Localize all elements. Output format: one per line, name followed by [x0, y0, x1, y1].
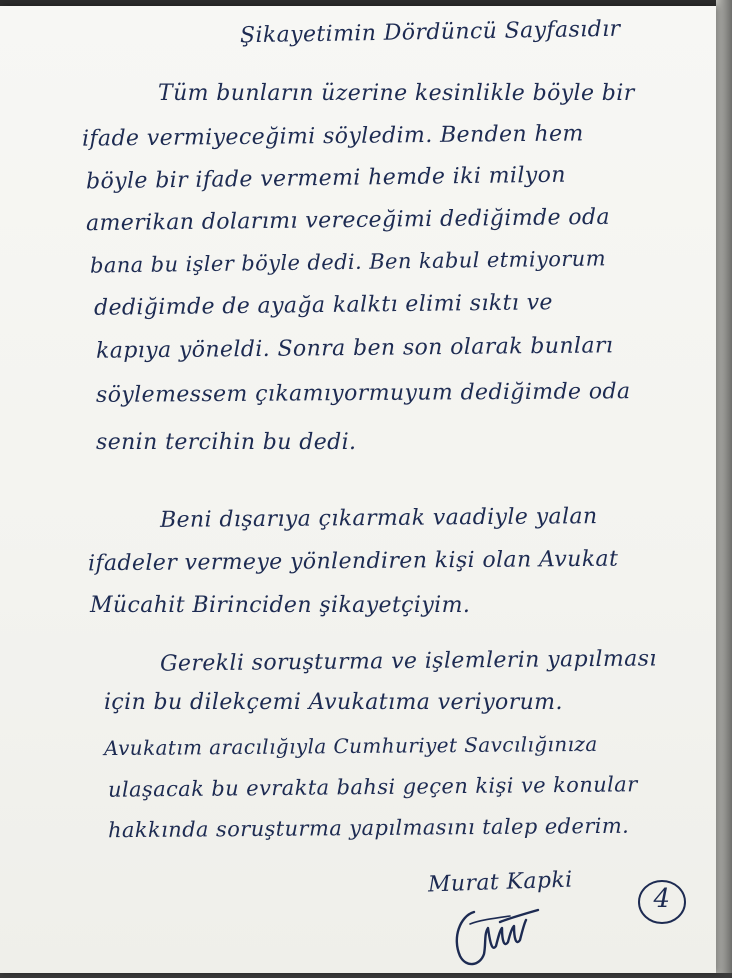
- handwritten-page: [0, 6, 716, 973]
- text-line: hakkında soruşturma yapılmasını talep ederim.: [107, 813, 630, 843]
- text-line: Tüm bunların üzerine kesinlikle böyle bir: [158, 81, 635, 106]
- text-line: ulaşacak bu evrakta bahsi geçen kişi ve konular: [107, 772, 638, 802]
- text-line: için bu dilekçemi Avukatıma veriyorum.: [104, 690, 563, 715]
- author-name: Murat Kapki: [427, 867, 573, 898]
- text-line: dediğimde de ayağa kalktı elimi sıktı ve: [93, 290, 554, 321]
- page-title: Şikayetimin Dördüncü Sayfasıdır: [239, 16, 621, 49]
- text-line: Avukatım aracılığıyla Cumhuriyet Savcılığınıza: [103, 731, 598, 761]
- text-line: söylemessem çıkamıyormuyum dediğimde oda: [95, 379, 631, 408]
- text-line: Beni dışarıya çıkarmak vaadiyle yalan: [159, 504, 598, 533]
- text-line: Gerekli soruşturma ve işlemlerin yapılması: [159, 646, 657, 677]
- text-line: bana bu işler böyle dedi. Ben kabul etmiyorum: [89, 246, 607, 278]
- text-line: ifade vermiyeceğimi söyledim. Benden hem: [81, 121, 584, 152]
- text-line: ifadeler vermeye yönlendiren kişi olan Avukat: [87, 546, 619, 577]
- text-line: kapıya yöneldi. Sonra ben son olarak bunları: [95, 333, 614, 364]
- page-number: 4: [653, 884, 671, 914]
- signature: [440, 894, 550, 974]
- text-line: senin tercihin bu dedi.: [96, 430, 357, 455]
- photo-right-border: [716, 0, 732, 973]
- text-line: amerikan dolarımı vereceğimi dediğimde oda: [85, 204, 611, 237]
- page-number-circle: [638, 878, 686, 926]
- text-line: böyle bir ifade vermemi hemde iki milyon: [85, 162, 567, 195]
- text-line: Mücahit Birinciden şikayetçiyim.: [90, 593, 471, 618]
